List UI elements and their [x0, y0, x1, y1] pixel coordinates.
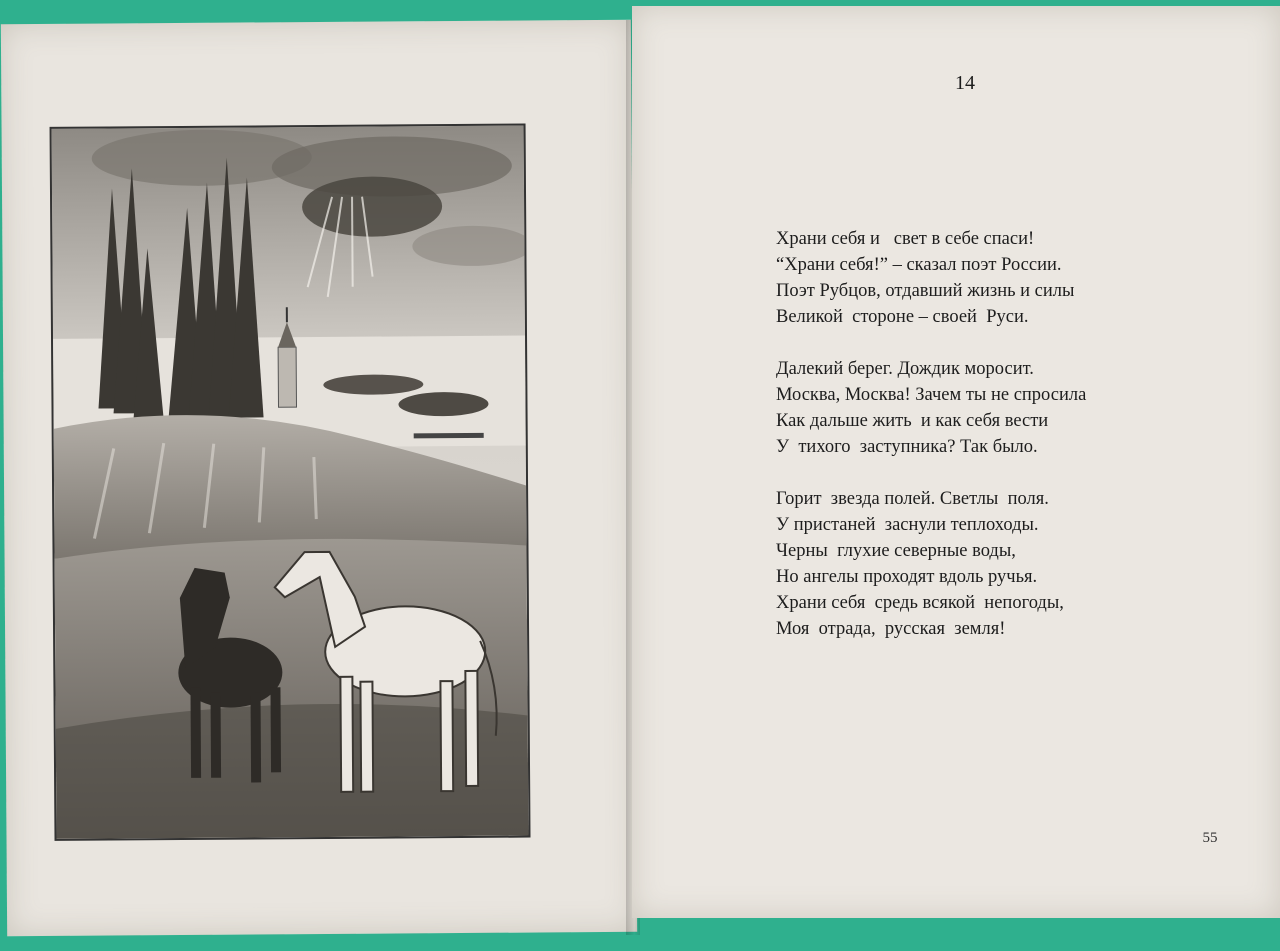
horses-landscape-drawing	[52, 126, 529, 839]
poem-line: Как дальше жить и как себя вести	[776, 411, 1049, 431]
poem-line: У тихого заступника? Так было.	[776, 437, 1038, 457]
stanza	[776, 226, 1246, 330]
poem	[776, 226, 1246, 668]
stanza	[776, 486, 1246, 642]
poem-line: Горит звезда полей. Светлы поля.	[776, 489, 1049, 509]
poem-line: Но ангелы проходят вдоль ручья.	[776, 567, 1038, 587]
poem-line: Поэт Рубцов, отдавший жизнь и силы	[776, 281, 1075, 301]
stanza	[776, 356, 1246, 460]
poem-line: Великой стороне – своей Руси.	[776, 307, 1029, 327]
page-number: 55	[1202, 830, 1218, 846]
landscape-illustration	[50, 124, 531, 841]
poem-line: “Храни себя!” – сказал поэт России.	[776, 255, 1062, 275]
poem-line: Моя отрада, русская земля!	[776, 619, 1006, 639]
poem-line: У пристаней заснули теплоходы.	[776, 515, 1039, 535]
poem-line: Храни себя средь всякой непогоды,	[776, 593, 1064, 613]
poem-line: Храни себя и свет в себе спаси!	[776, 229, 1035, 249]
chapter-number: 14	[955, 72, 975, 94]
poem-line: Москва, Москва! Зачем ты не спросила	[776, 385, 1087, 405]
poem-line: Далекий берег. Дождик моросит.	[776, 359, 1034, 379]
left-page	[1, 20, 637, 936]
poem-line: Черны глухие северные воды,	[776, 541, 1016, 561]
